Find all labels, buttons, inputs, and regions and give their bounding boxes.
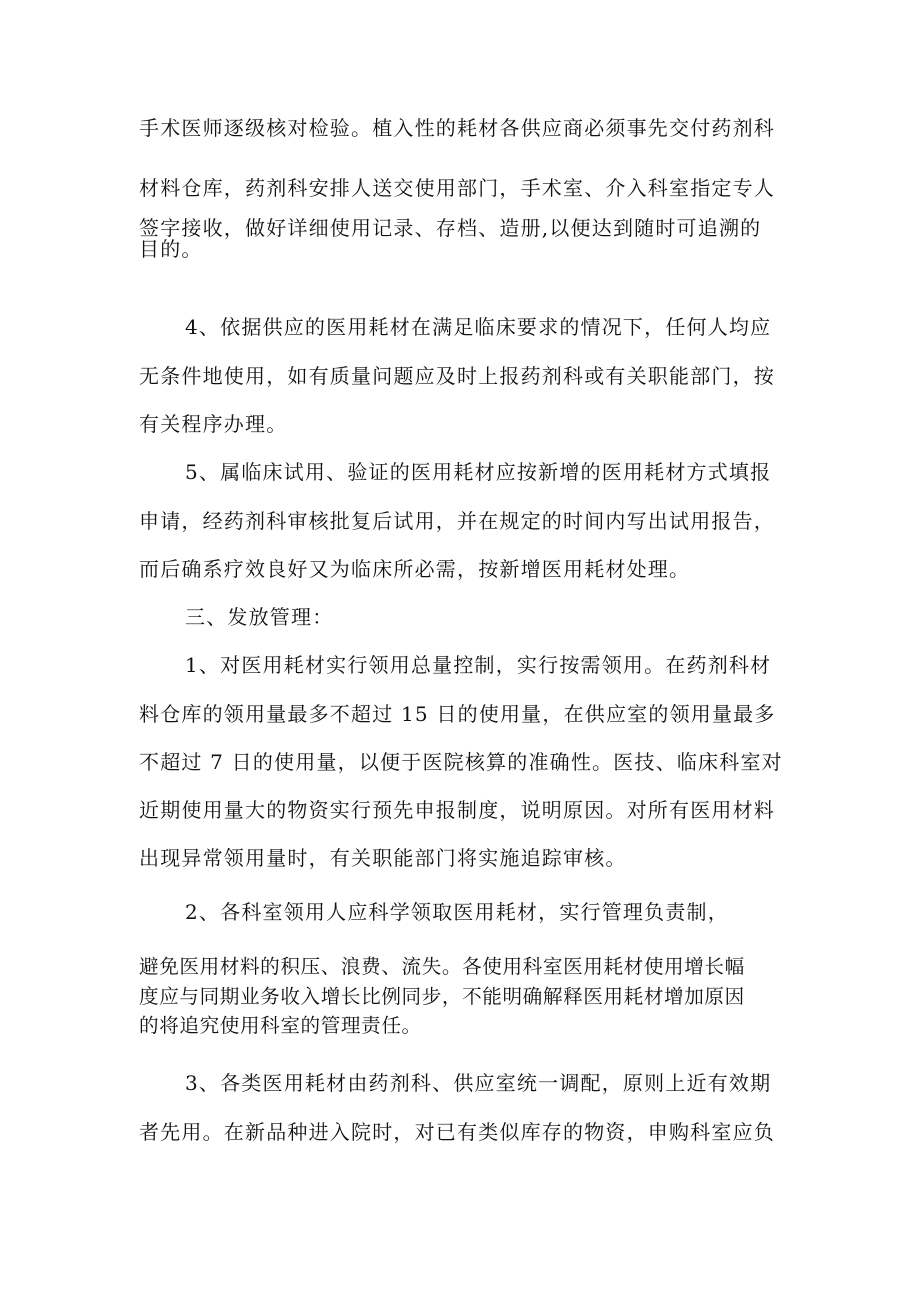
paragraph-line: 的将追究使用科室的管理责任。 — [139, 1014, 422, 1037]
paragraph-line: 出现异常领用量时，有关职能部门将实施追踪审核。 — [139, 846, 627, 870]
paragraph-line: 避免医用材料的积压、浪费、流失。各使用科室医用耗材使用增长幅 — [139, 955, 745, 978]
paragraph-line: 目的。 — [139, 237, 203, 261]
paragraph-line: 签字接收，做好详细使用记录、存档、造册,以便达到随时可追溯的 — [139, 216, 762, 240]
paragraph-line: 不超过 7 日的使用量，以便于医院核算的准确性。医技、临床科室对 — [139, 750, 783, 774]
paragraph-line: 1、对医用耗材实行领用总量控制，实行按需领用。在药剂科材 — [185, 653, 772, 677]
paragraph-line: 有关程序办理。 — [139, 412, 288, 436]
paragraph-line: 申请，经药剂科审核批复后试用，并在规定的时间内写出试用报告， — [139, 509, 775, 533]
paragraph-line: 材料仓库，药剂科安排人送交使用部门，手术室、介入科室指定专人 — [139, 176, 775, 200]
paragraph-line: 近期使用量大的物资实行预先申报制度，说明原因。对所有医用材料 — [139, 798, 775, 822]
paragraph-line: 度应与同期业务收入增长比例同步，不能明确解释医用耗材增加原因 — [139, 985, 745, 1008]
paragraph-line: 无条件地使用，如有质量问题应及时上报药剂科或有关职能部门，按 — [139, 364, 775, 388]
paragraph-line: 手术医师逐级核对检验。植入性的耗材各供应商必须事先交付药剂科 — [139, 116, 775, 140]
section-heading: 三、发放管理： — [185, 605, 334, 629]
paragraph-line: 者先用。在新品种进入院时，对已有类似库存的物资，申购科室应负 — [139, 1120, 775, 1144]
paragraph-line: 而后确系疗效良好又为临床所必需，按新增医用耗材处理。 — [139, 557, 691, 581]
paragraph-line: 2、各科室领用人应科学领取医用耗材，实行管理负责制， — [185, 900, 729, 924]
paragraph-line: 料仓库的领用量最多不超过 15 日的使用量，在供应室的领用量最多 — [139, 702, 776, 726]
paragraph-line: 4、依据供应的医用耗材在满足临床要求的情况下，任何人均应 — [185, 315, 772, 339]
paragraph-line: 5、属临床试用、验证的医用耗材应按新增的医用耗材方式填报 — [185, 460, 772, 484]
paragraph-line: 3、各类医用耗材由药剂科、供应室统一调配，原则上近有效期 — [185, 1071, 772, 1095]
